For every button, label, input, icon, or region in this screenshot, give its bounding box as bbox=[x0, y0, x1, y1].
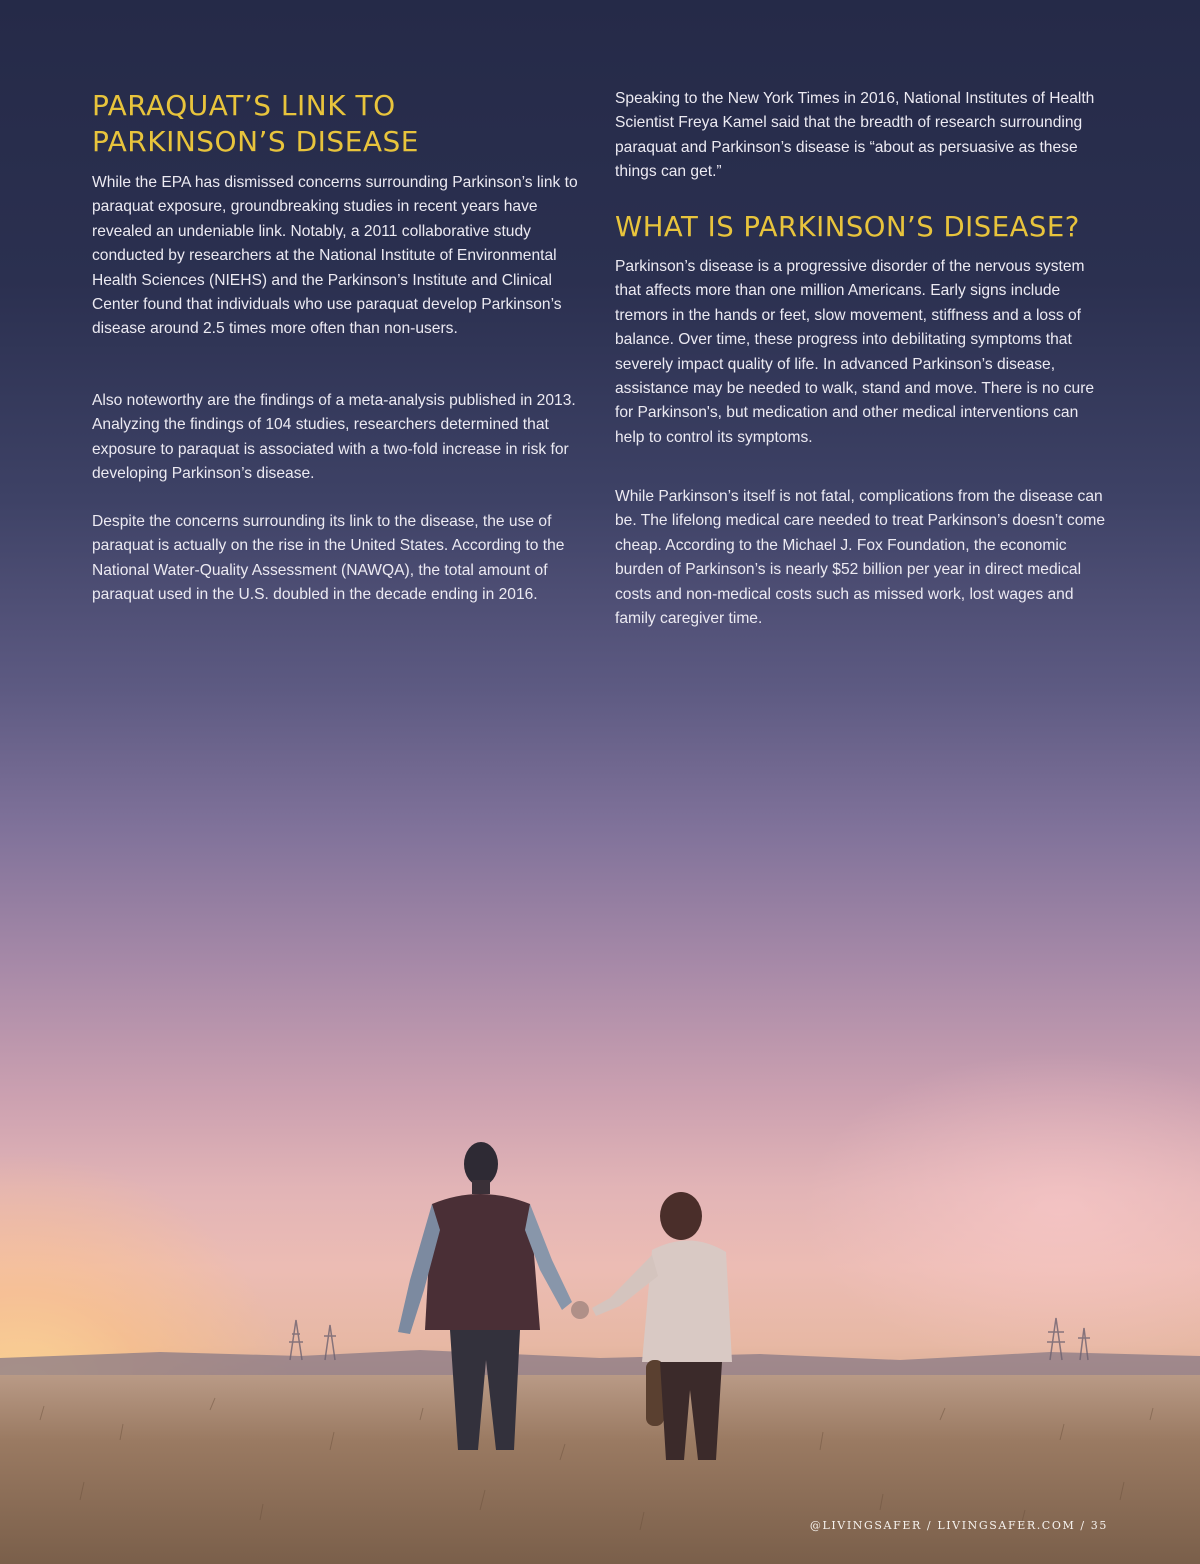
page-footer: @LIVINGSAFER / LIVINGSAFER.COM / 35 bbox=[809, 1519, 1108, 1532]
section-heading-paraquat-link: PARAQUAT’S LINK TO PARKINSON’S DISEASE bbox=[92, 89, 420, 158]
clasped-hands bbox=[571, 1301, 589, 1319]
paragraph-paraquat-use-rising: Despite the concerns surrounding its link to the disease, the use of paraquat is actually on the rise in the United States. According to the National Water-Quality Assessment (NAWQA), the total amount of paraquat used in the U.S. doubled in the decade ending in 2016. bbox=[92, 513, 565, 604]
paragraph-parkinsons-definition: Parkinson’s disease is a progressive disorder of the nervous system that affects more than one million Americans. Early signs include tremors in the hands or feet, slow movement, stiffness and a loss of balance. Over time, these progress into debilitating symptoms that severely impact quality of life. In advanced Parkinson’s disease, assistance may be needed to walk, stand and move. There is no cure for Parkinson's, but medication and other medical interventions can help to control its symptoms. bbox=[615, 258, 1095, 446]
paragraph-epa-dismissed: While the EPA has dismissed concerns surrounding Parkinson’s link to paraquat exposure, groundbreaking studies in recent years have revealed an undeniable link. Notably, a 2011 collaborative study conducted by researchers at the National Institute of Environmental Health Sciences (NIEHS) and the Parkinson’s Institute and Clinical Center found that individuals who use paraquat develop Parkinson’s disease around 2.5 times more often than non-users. bbox=[92, 174, 578, 338]
grass-field bbox=[0, 1375, 1200, 1564]
paragraph-economic-burden: While Parkinson’s itself is not fatal, complications from the disease can be. The lifelong medical care needed to treat Parkinson’s doesn’t come cheap. According to the Michael J. Fox Foundation, the economic burden of Parkinson’s is nearly $52 billion per year in direct medical costs and non-medical costs such as missed work, lost wages and family caregiver time. bbox=[615, 488, 1106, 628]
section-heading-what-is-parkinsons: WHAT IS PARKINSON’S DISEASE? bbox=[615, 211, 1080, 243]
paragraph-meta-analysis: Also noteworthy are the findings of a meta-analysis published in 2013. Analyzing the findings of 104 studies, researchers determined that exposure to paraquat is associated with a two-fold increase in risk for developing Parkinson’s disease. bbox=[92, 392, 576, 483]
couple-walking-photo bbox=[0, 1120, 1200, 1564]
paragraph-freya-kamel-quote: Speaking to the New York Times in 2016, National Institutes of Health Scientist Freya Kamel said that the breadth of research surrounding paraquat and Parkinson’s disease is “about as persuasive as these things can get.” bbox=[615, 90, 1095, 181]
